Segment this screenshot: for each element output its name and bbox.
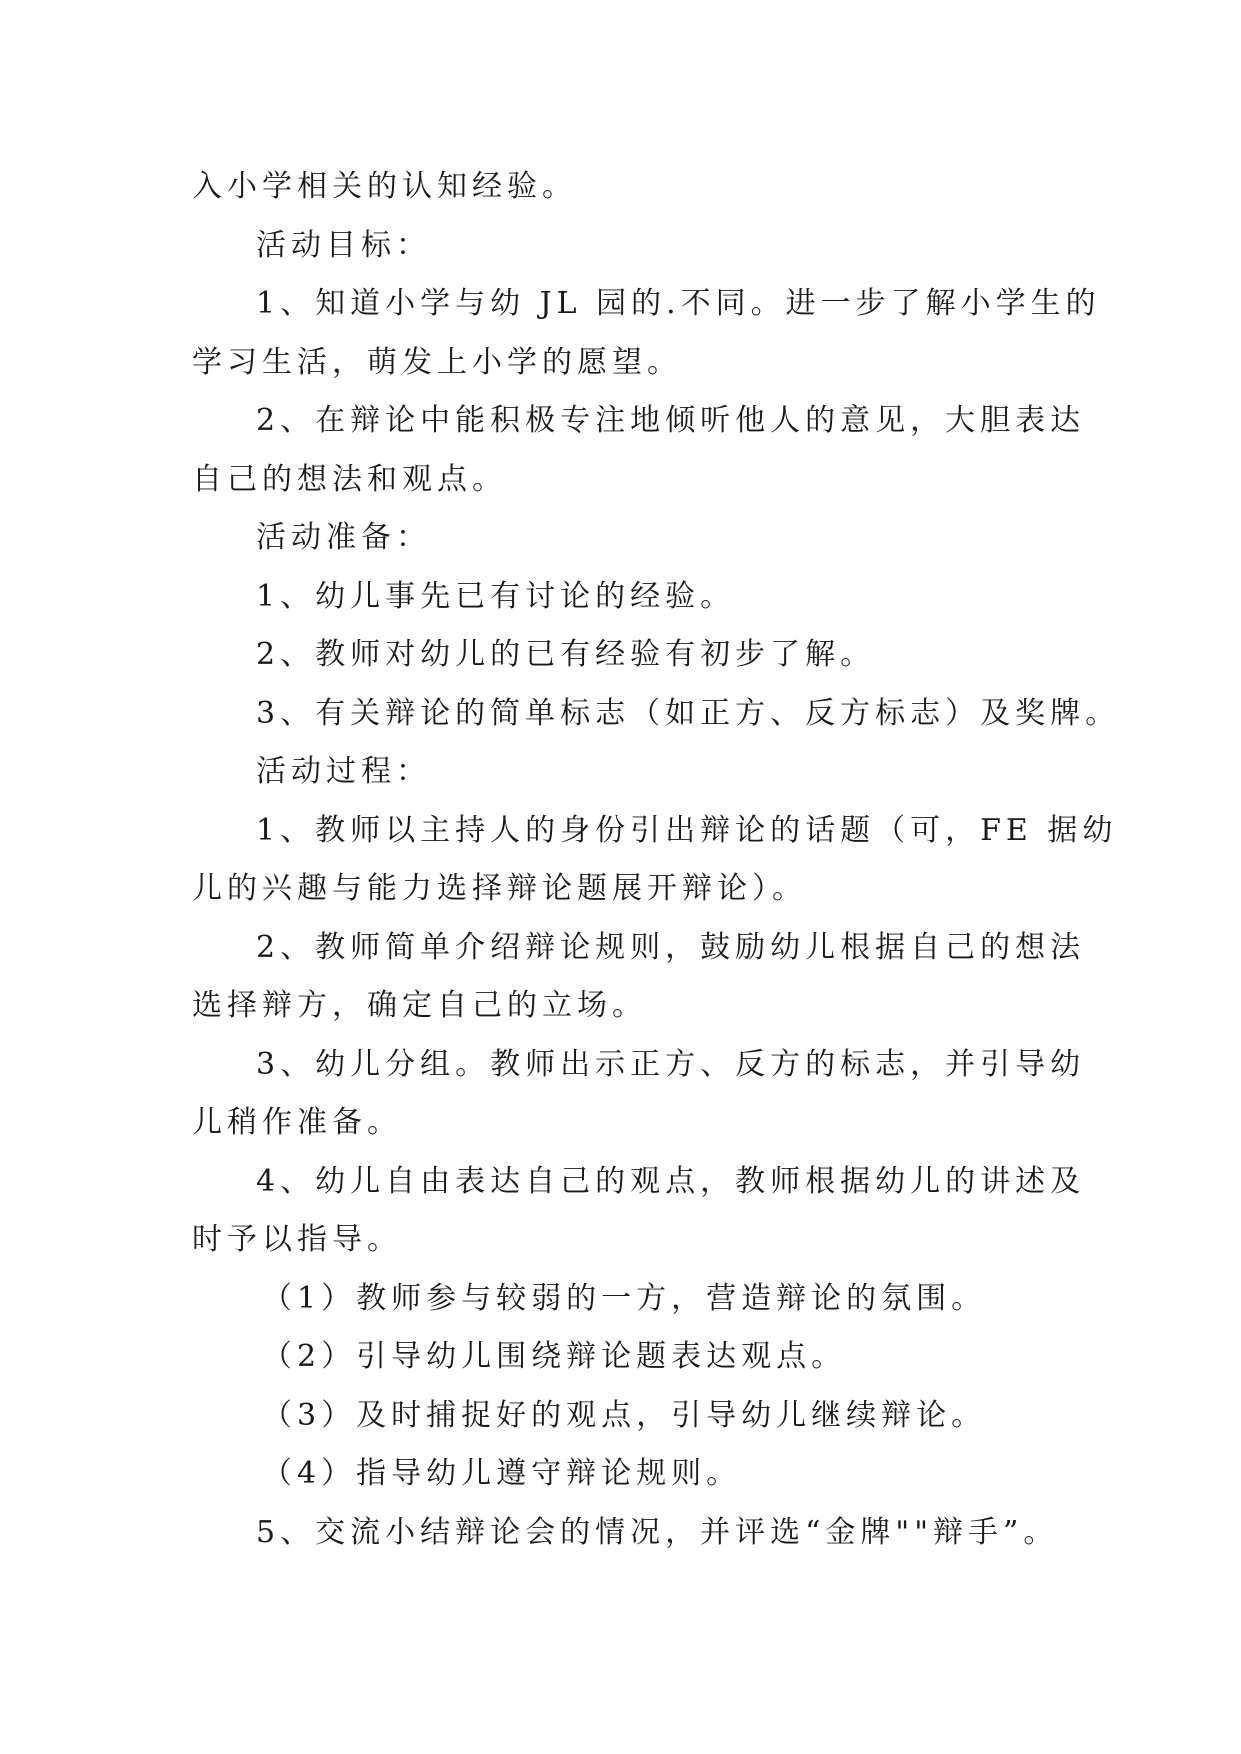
text-line: 活动过程：: [256, 754, 431, 789]
text-line: 3、幼儿分组。教师出示正方、反方的标志，并引导幼: [256, 1046, 1086, 1082]
text-line: （3）及时捕捉好的观点，引导幼儿继续辩论。: [262, 1397, 987, 1433]
text-line: 1、教师以主持人的身份引出辩论的话题（可，FE 据幼: [256, 812, 1118, 848]
document-body: [192, 158, 1121, 1562]
text-line: （2）引导幼儿围绕辩论题表达观点。: [262, 1339, 847, 1374]
text-line: 2、教师对幼儿的已有经验有初步了解。: [256, 637, 876, 672]
text-line: 2、教师简单介绍辩论规则，鼓励幼儿根据自己的想法: [256, 929, 1086, 965]
text-line: 4、幼儿自由表达自己的观点，教师根据幼儿的讲述及: [256, 1163, 1086, 1199]
text-line: 儿的兴趣与能力选择辩论题展开辩论）。: [192, 871, 807, 906]
text-line: 活动目标：: [256, 227, 431, 263]
text-line: 活动准备：: [256, 520, 431, 555]
text-line: 入小学相关的认知经验。: [192, 169, 577, 204]
text-line: （4）指导幼儿遵守辩论规则。: [262, 1456, 742, 1491]
text-line: 学习生活，萌发上小学的愿望。: [192, 344, 682, 380]
text-line: （1）教师参与较弱的一方，营造辩论的氛围。: [262, 1280, 987, 1316]
text-line: 儿稍作准备。: [192, 1105, 402, 1140]
text-line: 5、交流小结辩论会的情况，并评选“金牌""辩手”。: [256, 1514, 1059, 1550]
text-line: 选择辩方，确定自己的立场。: [192, 988, 647, 1023]
text-line: 1、知道小学与幼 JL 园的.不同。进一步了解小学生的: [256, 286, 1101, 321]
text-line: 自己的想法和观点。: [192, 461, 507, 497]
text-line: 时予以指导。: [192, 1222, 402, 1257]
text-line: 2、在辩论中能积极专注地倾听他人的意见，大胆表达: [256, 403, 1086, 438]
text-line: 3、有关辩论的简单标志（如正方、反方标志）及奖牌。: [256, 695, 1121, 731]
text-line: 1、幼儿事先已有讨论的经验。: [256, 578, 736, 614]
